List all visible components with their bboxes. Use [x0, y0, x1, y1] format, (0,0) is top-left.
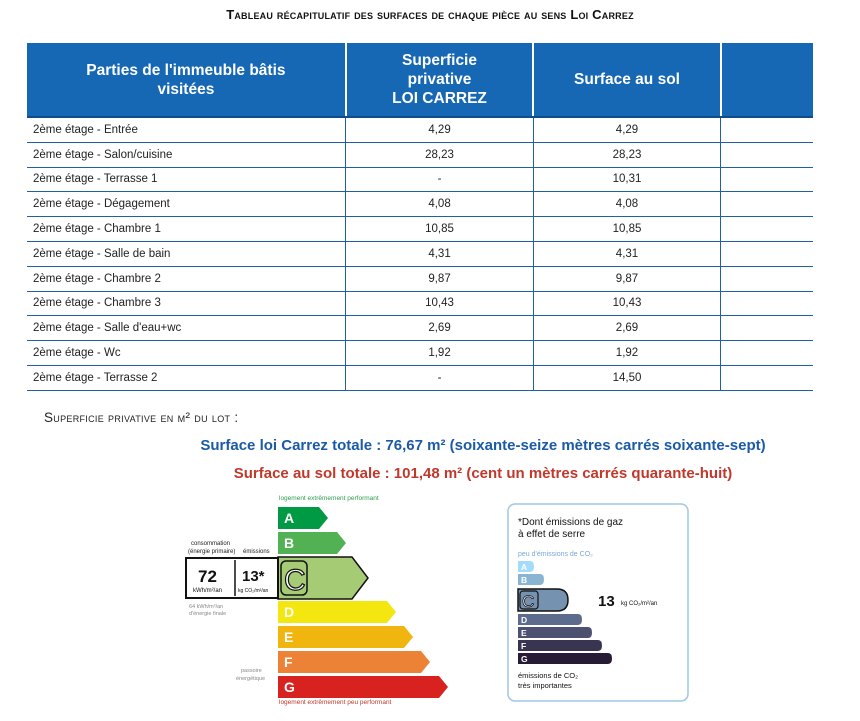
cell-sol: 10,43: [533, 291, 720, 316]
ges-class-bar: [518, 627, 592, 638]
passoire-label: passoire: [241, 668, 262, 674]
ges-class-letter: E: [521, 628, 527, 638]
ges-bottom-label-sub: très importantes: [518, 681, 572, 690]
summary-heading: Superficie privative en m² du lot :: [44, 410, 239, 425]
cell-carrez: 2,69: [346, 316, 533, 341]
cell-carrez: -: [346, 365, 533, 390]
energy-class-bar: [278, 601, 396, 623]
cell-sol: 10,85: [533, 217, 720, 242]
ges-class-letter: D: [521, 615, 528, 625]
consumption-unit: kWh/m²/an: [193, 588, 223, 594]
cell-sol: 10,31: [533, 167, 720, 192]
cell-sol: 28,23: [533, 142, 720, 167]
cell-carrez: 4,29: [346, 117, 533, 142]
ges-class-letter: A: [521, 562, 528, 572]
energy-class-letter: D: [284, 604, 295, 620]
final-energy: 64 kWh/m²/an: [189, 604, 224, 610]
emissions-label: émissions: [243, 549, 270, 555]
consumption-label: consommation: [191, 541, 231, 547]
cell-carrez: -: [346, 167, 533, 192]
cell-piece: 2ème étage - Chambre 3: [27, 291, 346, 316]
header-pieces-line: visitées: [157, 80, 215, 98]
passoire-label-sub: énergétique: [236, 676, 266, 682]
consumption-label-sub: (énergie primaire): [188, 549, 236, 555]
cell-piece: 2ème étage - Terrasse 2: [27, 365, 346, 390]
energy-top-label: logement extrêmement performant: [279, 495, 379, 502]
header-carrez-line: Superficie: [402, 52, 477, 69]
energy-current-letter: C: [284, 564, 306, 597]
cell-carrez: 10,85: [346, 217, 533, 242]
cell-piece: 2ème étage - Chambre 1: [27, 217, 346, 242]
cell-sol: 4,31: [533, 241, 720, 266]
cell-piece: 2ème étage - Salle d'eau+wc: [27, 316, 346, 341]
ges-class-letter: F: [521, 641, 527, 651]
cell-carrez: 9,87: [346, 266, 533, 291]
energy-class-letter: B: [284, 535, 295, 551]
energy-class-bar: [278, 626, 413, 648]
cell-sol: 9,87: [533, 266, 720, 291]
cell-sol: 4,29: [533, 117, 720, 142]
ges-top-label: peu d'émissions de CO₂: [518, 551, 593, 558]
energy-class-letter: E: [284, 629, 294, 645]
cell-carrez: 4,08: [346, 192, 533, 217]
cell-piece: 2ème étage - Dégagement: [27, 192, 346, 217]
final-energy-sub: d'énergie finale: [189, 611, 227, 617]
ges-bottom-label: émissions de CO₂: [518, 671, 579, 680]
cell-sol: 1,92: [533, 341, 720, 366]
energy-class-letter: F: [284, 654, 293, 670]
cell-sol: 2,69: [533, 316, 720, 341]
energy-class-letter: G: [284, 679, 295, 695]
cell-piece: 2ème étage - Chambre 2: [27, 266, 346, 291]
cell-sol: 4,08: [533, 192, 720, 217]
energy-class-bar: [278, 676, 448, 698]
sol-total: Surface au sol totale : 101,48 m² (cent un mètres carrés quarante-huit): [233, 465, 733, 482]
ges-note-sub: à effet de serre: [518, 529, 586, 540]
cell-piece: 2ème étage - Salle de bain: [27, 241, 346, 266]
header-carrez-line: privative: [407, 71, 472, 88]
header-pieces-line: Parties de l'immeuble bâtis: [86, 61, 286, 79]
carrez-total: Surface loi Carrez totale : 76,67 m² (soixante-seize mètres carrés soixante-sept): [200, 437, 766, 454]
cell-carrez: 1,92: [346, 341, 533, 366]
ges-unit: kg CO₂/m²/an: [621, 601, 658, 607]
cell-carrez: 10,43: [346, 291, 533, 316]
energy-bottom-label: logement extrêmement peu performant: [279, 699, 392, 706]
cell-piece: 2ème étage - Terrasse 1: [27, 167, 346, 192]
ges-class-bar: [518, 653, 612, 664]
cell-carrez: 4,31: [346, 241, 533, 266]
emissions-unit: kg CO₂/m²/an: [238, 588, 269, 594]
ges-current-letter: C: [522, 592, 535, 611]
cell-sol: 14,50: [533, 365, 720, 390]
energy-class-bar: [278, 651, 430, 673]
emissions-value: 13*: [242, 568, 265, 585]
cell-carrez: 28,23: [346, 142, 533, 167]
ges-class-letter: G: [521, 654, 528, 664]
cell-piece: 2ème étage - Wc: [27, 341, 346, 366]
cell-piece: 2ème étage - Entrée: [27, 117, 346, 142]
ges-note: *Dont émissions de gaz: [518, 517, 624, 528]
ges-class-bar: [518, 640, 602, 651]
energy-class-letter: A: [284, 510, 295, 526]
header-sol-line: Surface au sol: [574, 71, 680, 88]
ges-value: 13: [598, 593, 615, 610]
page-title: Tableau récapitulatif des surfaces de chaque pièce au sens Loi Carrez: [226, 7, 634, 22]
cell-piece: 2ème étage - Salon/cuisine: [27, 142, 346, 167]
header-carrez-line: LOI CARREZ: [392, 90, 487, 107]
ges-class-bar: [518, 614, 582, 625]
consumption-value: 72: [198, 567, 217, 586]
ges-class-letter: B: [521, 575, 528, 585]
